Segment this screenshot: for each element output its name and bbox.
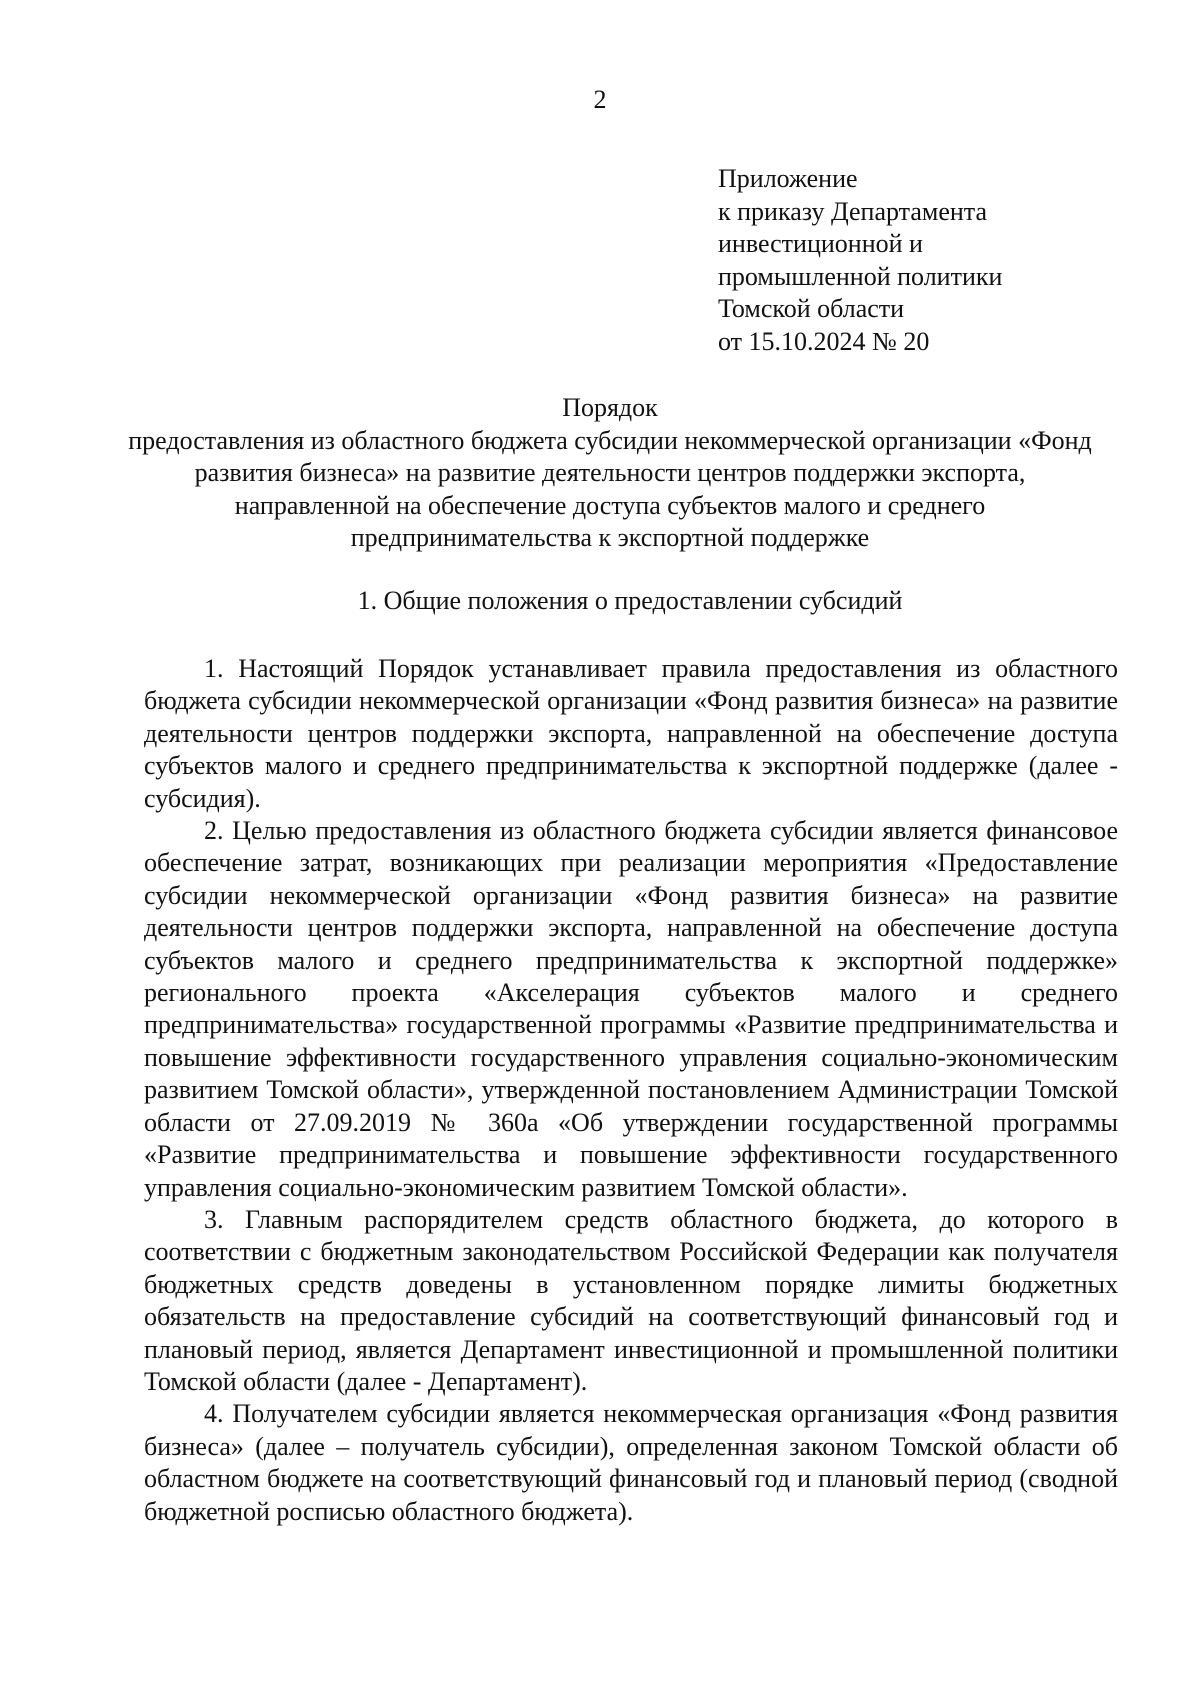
appendix-header [718, 163, 1002, 358]
appendix-line: промышленной политики [718, 261, 1003, 291]
paragraph-3: 3. Главным распорядителем средств областного бюджета, до которого в соответствии с бюджетным законодательством Российской Федерации как получателя бюджетных средств доведены в установленном порядке лимиты бюджетных обязательств на предоставление субсидий на соответствующий финансовый год и плановый период, является Департамент инвестиционной и промышленной политики Томской области (далее - Департамент). [144, 1204, 1118, 1396]
document-title [120, 392, 1100, 555]
appendix-line: Томской области [718, 294, 905, 323]
paragraph-2: 2. Целью предоставления из областного бюджета субсидии является финансовое обеспечение затрат, возникающих при реализации мероприятия «Предоставление субсидии некоммерческой организации «Фонд развития бизнеса» на развитие деятельности центров поддержки экспорта, направленной на обеспечение доступа субъектов малого и среднего предпринимательства к экспортной поддержке» регионального проекта «Акселерация субъектов малого и среднего предпринимательства» государственной программы «Развитие предпринимательства и повышение эффективности государственного управления социально-экономическим развитием Томской области», утвержденной постановлением Администрации Томской области от 27.09.2019 № 360а «Об утверждении государственной программы «Развитие предпринимательства и повышение эффективности государственного управления социально-экономическим развитием Томской области». [144, 816, 1118, 1202]
page-number: 2 [593, 85, 607, 114]
section-heading: 1. Общие положения о предоставлении субсидий [357, 586, 903, 615]
paragraph-1: 1. Настоящий Порядок устанавливает правила предоставления из областного бюджета субсидии некоммерческой организации «Фонд развития бизнеса» на развитие деятельности центров поддержки экспорта, направленной на обеспечение доступа субъектов малого и среднего предпринимательства к экспортной поддержке (далее - субсидия). [144, 654, 1118, 813]
appendix-line: от 15.10.2024 № 20 [718, 326, 930, 356]
paragraph-4: 4. Получателем субсидии является некоммерческая организация «Фонд развития бизнеса» (далее – получатель субсидии), определенная законом Томской области об областном бюджете на соответствующий финансовый год и плановый период (сводной бюджетной росписью областного бюджета). [144, 1399, 1118, 1526]
appendix-line: Приложение [718, 164, 858, 193]
section-body [144, 653, 1118, 1528]
title-heading: Порядок [562, 393, 658, 422]
title-subtitle: предоставления из областного бюджета субсидии некоммерческой организации «Фонд развития бизнеса» на развитие деятельности центров поддержки экспорта, направленной на обеспечение доступа субъектов малого и среднего предпринимательства к экспортной поддержке [128, 425, 1092, 552]
appendix-line: к приказу Департамента [718, 196, 988, 226]
appendix-line: инвестиционной и [718, 229, 923, 258]
